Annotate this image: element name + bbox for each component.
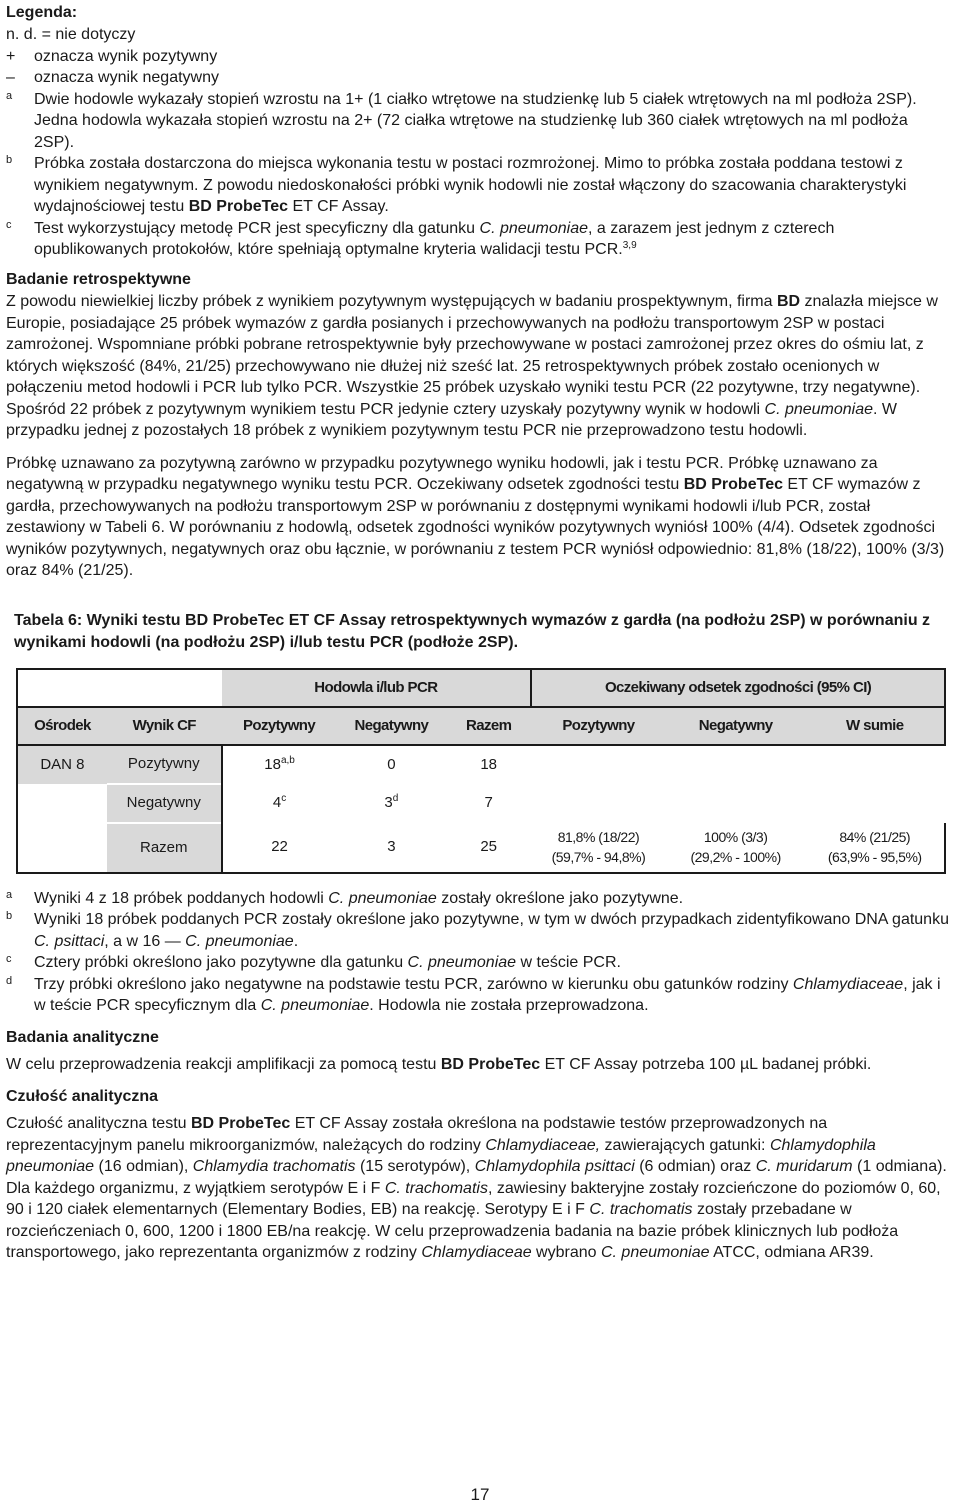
- cell: 18: [480, 755, 498, 773]
- species-name: C. pneumoniae: [479, 219, 589, 237]
- blank-site-cell: [17, 823, 107, 873]
- footnote-b: [6, 909, 950, 952]
- legend-note-c-text: Test wykorzystujący metodę PCR jest specyficzny dla gatunku: [34, 219, 480, 237]
- sens-text: ATCC, odmiana AR39.: [709, 1244, 874, 1261]
- legend-title: Legenda:: [6, 4, 78, 21]
- analytic-heading: Badania analityczne: [6, 1028, 159, 1046]
- footnote-c: [6, 952, 950, 974]
- col-pozytywny-ci: Pozytywny: [531, 707, 666, 745]
- table-row: [17, 823, 945, 873]
- ci-positive-cell: [531, 823, 666, 873]
- blank-cell: [531, 745, 945, 823]
- analytic-paragraph: [6, 1054, 950, 1076]
- ci-range: (29,2% - 100%): [690, 849, 781, 865]
- cell: [222, 745, 337, 784]
- species-name: C. pneumoniae: [260, 997, 370, 1014]
- legend-note-a-text: Dwie hodowle wykazały stopień wzrostu na 1+ (1 ciałko wtrętowe na studzienkę lub 5 ciałek wtrętowych na ml podłoża 2SP). Jedna hodowla wykazała stopień wzrostu na 2+ (72 ciałka wtrętowe na studzienkę lub 360 ciałek wtrętowych na ml podłoża 2SP).: [34, 90, 917, 151]
- legend-note-b: [6, 153, 950, 218]
- footnote-d-text-end: . Hodowla nie została przeprowadzona.: [369, 997, 649, 1014]
- row-label: Pozytywny: [107, 745, 222, 784]
- ci-negative-cell: [666, 823, 806, 873]
- species-name: Chlamydia trachomatis: [192, 1158, 356, 1175]
- sens-text: Czułość analityczna testu: [6, 1115, 191, 1132]
- cell-value: 4: [272, 794, 282, 811]
- group-header-culture-pcr: Hodowla i/lub PCR: [222, 669, 531, 707]
- legend-minus: [6, 67, 950, 89]
- cell-value: 18: [264, 755, 281, 773]
- sens-text: zostały przebadane w rozcieńczeniach 0, 600, 1200 i 1800 EB/na reakcję. W celu przeprowadzenia badania na bazie próbek klinicznych lub podłoża transportowego, jako reprezentanta organizmów z rodziny: [6, 1201, 899, 1261]
- cell: [336, 784, 446, 823]
- col-osrodek: Ośrodek: [17, 707, 107, 745]
- ci-range: (59,7% - 94,8%): [551, 849, 646, 865]
- footnote-b-text-end: .: [293, 932, 299, 950]
- retro-p1-text-2: znalazła miejsce w Europie, posiadające 25 próbek wymazów z gardła posianych i przechowywanych na podłożu transportowym 2SP w postaci zamrożonej. Wspomniane próbki pobrane retrospektywnie były przechowywane w postaci zamrożonej przez okres do ośmiu lat, z których większość (84%, 21/25) przechowywano nie dłużej niż sześć lat. 25 retrospektywnych próbek zostało ocenionych w połączeniu metod hodowli i PCR lub tylko PCR. Wszystkie 25 próbek uzyskało wyniki testu PCR (22 pozytywne, trzy negatywne). Spośród 22 próbek z pozytywnym wynikiem testu PCR jedynie cztery uzyskały pozytywny wynik w hodowli: [6, 293, 938, 418]
- footnote-marker: a,b: [280, 754, 295, 766]
- footnote-a-text: Wyniki 4 z 18 próbek poddanych hodowli: [34, 889, 329, 907]
- document-page: [6, 2, 950, 1264]
- minus-symbol: –: [6, 69, 15, 86]
- col-wynik-cf: Wynik CF: [107, 707, 222, 745]
- species-name: C. trachomatis: [589, 1201, 693, 1218]
- retro-paragraph-1: [6, 291, 950, 442]
- legend-note-c-text-end: , a zarazem jest jednym z czterech opublikowanych protokołów, które spełniają optymalne kryteria walidacji testu PCR.: [34, 219, 835, 258]
- brand-name: BD ProbeTec: [683, 476, 783, 493]
- page-number: 17: [470, 1485, 490, 1504]
- sensitivity-paragraph: [6, 1113, 950, 1264]
- col-negatywny: Negatywny: [336, 707, 446, 745]
- sens-text: , zawiesiny bakteryjne zostały rozcieńczone do poziomów 0, 60, 90 i 120 ciałek elementarnych (Elementary Bodies, EB) na reakcję. Serotypy E i F: [6, 1179, 941, 1218]
- legend-note-c: [6, 218, 950, 261]
- cell: 25: [446, 823, 531, 873]
- cell: 3: [336, 823, 446, 873]
- footnote-b-text: Wyniki 18 próbek poddanych PCR zostały określone jako pozytywne, w tym w dwóch przypadkach zidentyfikowano DNA gatunku: [34, 911, 949, 928]
- footnote-a-text-end: zostały określone jako pozytywne.: [436, 889, 684, 907]
- cell: 7: [484, 794, 493, 811]
- cell: 0: [387, 755, 396, 773]
- family-name: Chlamydiaceae: [421, 1244, 532, 1261]
- sens-text: zawierających gatunki:: [600, 1136, 770, 1154]
- species-name: Chlamydophila pneumoniae: [6, 1136, 876, 1175]
- table-row: [17, 745, 945, 784]
- table6-column-header: [17, 707, 945, 745]
- sens-text: (16 odmian),: [94, 1158, 193, 1175]
- family-name: Chlamydiaceae: [792, 975, 904, 993]
- table6-footnotes: [6, 888, 950, 1017]
- retro-p1-text-3: . W przypadku jednej z pozostałych 18 próbek z wynikiem pozytywnym testu PCR nie przeprowadzono testu hodowli.: [6, 400, 898, 439]
- species-name: C. pneumoniae: [407, 954, 517, 971]
- brand-name: BD: [776, 293, 801, 310]
- species-name: C. trachomatis: [384, 1179, 488, 1197]
- footnote-c-text-end: w teście PCR.: [516, 954, 621, 971]
- footnote-marker: d: [392, 793, 399, 804]
- footnote-marker: c: [281, 793, 287, 804]
- sens-text: wybrano: [531, 1244, 601, 1261]
- species-name: C. pneumoniae: [600, 1244, 710, 1261]
- family-name: Chlamydiaceae,: [485, 1136, 601, 1154]
- site-cell: DAN 8: [17, 745, 107, 784]
- legend-plus: [6, 46, 950, 68]
- legend-minus-text: oznacza wynik negatywny: [34, 69, 219, 86]
- footnote-d-text: Trzy próbki określono jako negatywne na podstawie testu PCR, zarówno w kierunku obu gatunków rodziny: [34, 975, 793, 993]
- legend-note-b-text: Próbka została dostarczona do miejsca wykonania testu w postaci rozmrożonej. Mimo to próbka została poddana testowi z wynikiem negatywnym. Z powodu niedoskonałości próbki wynik hodowli nie został włączony do szacowania charakterystyki wydajnościowej testu: [34, 155, 907, 215]
- group-header-agreement: Oczekiwany odsetek zgodności (95% CI): [531, 669, 945, 707]
- brand-name: BD ProbeTec: [188, 198, 289, 215]
- sens-text: (1 odmiana). Dla każdego organizmu, z wyjątkiem serotypów E i F: [6, 1158, 947, 1197]
- retro-p1-text: Z powodu niewielkiej liczby próbek z wynikiem pozytywnym występujących w badaniu prospektywnym, firma: [6, 293, 777, 310]
- col-razem: Razem: [446, 707, 531, 745]
- reference-superscript: 3,9: [622, 240, 637, 251]
- legend-note-a: [6, 89, 950, 154]
- species-name: C. pneumoniae: [185, 932, 294, 950]
- plus-symbol: +: [6, 47, 16, 65]
- cell: [222, 784, 337, 823]
- retro-p2-text-2: ET CF wymazów z gardła, przechowywanych na podłożu transportowym 2SP w porównaniu z dostępnymi wynikami hodowli i/lub PCR, został zestawiony w Tabeli 6. W porównaniu z hodowlą, odsetek zgodności wyników pozytywnych wyniósł 100% (4/4). Odsetek zgodności wyników pozytywnych, negatywnych oraz obu łącznie, w porównaniu z testem PCR wyniósł odpowiednio: 81,8% (18/22), 100% (3/3) oraz 84% (21/25).: [6, 476, 945, 579]
- cell-value: 3: [384, 794, 393, 811]
- sens-text: (15 serotypów),: [355, 1158, 475, 1175]
- retro-p2-text: Próbkę uznawano za pozytywną zarówno w przypadku pozytywnego wyniku hodowli, jak i testu PCR. Próbkę uznawano za negatywną w przypadku negatywnego wyniku testu PCR. Oczekiwany odsetek zgodności testu: [6, 454, 878, 493]
- table6-caption: Tabela 6: Wyniki testu BD ProbeTec ET CF Assay retrospektywnych wymazów z gardła (na podłożu 2SP) w porównaniu z wynikami hodowli (na podłożu 2SP) i/lub testu PCR (podłoże 2SP).: [14, 611, 931, 651]
- species-name: C. psittaci: [34, 932, 105, 950]
- ci-range: (63,9% - 95,5%): [827, 849, 922, 865]
- table6: [16, 668, 946, 874]
- footnote-d-marker: d: [6, 974, 13, 987]
- retro-paragraph-2: [6, 453, 950, 582]
- spacer: [6, 442, 950, 453]
- blank-site-cell: [17, 784, 107, 823]
- ci-value: 81,8% (18/22): [557, 829, 640, 845]
- row-label: Negatywny: [107, 784, 222, 823]
- note-b-marker: b: [6, 154, 13, 166]
- analytic-text-end: ET CF Assay potrzeba 100 µL badanej próbki.: [540, 1056, 872, 1073]
- ci-total-cell: [805, 823, 945, 873]
- legend-note-b-text-end: ET CF Assay.: [288, 198, 389, 215]
- footnote-d: [6, 974, 950, 1017]
- footnote-d-text-2: , jak i w teście PCR specyficznym dla: [34, 975, 941, 1014]
- sensitivity-heading: Czułość analityczna: [6, 1087, 159, 1105]
- note-a-marker: a: [6, 89, 13, 102]
- analytic-text: W celu przeprowadzenia reakcji amplifikacji za pomocą testu: [6, 1056, 441, 1073]
- ci-value: 84% (21/25): [839, 829, 911, 845]
- header-blank: [17, 669, 222, 707]
- ci-value: 100% (3/3): [703, 829, 768, 845]
- note-c-marker: c: [6, 218, 12, 231]
- legend: [6, 2, 950, 261]
- footnote-b-text-2: , a w 16 —: [104, 932, 186, 950]
- col-negatywny-ci: Negatywny: [666, 707, 806, 745]
- row-label: Razem: [107, 823, 222, 873]
- footnote-a-marker: a: [6, 888, 13, 901]
- species-name: C. muridarum: [755, 1158, 853, 1175]
- legend-nd: n. d. = nie dotyczy: [6, 26, 136, 43]
- col-pozytywny: Pozytywny: [222, 707, 337, 745]
- species-name: Chlamydophila psittaci: [474, 1158, 635, 1175]
- footnote-c-marker: c: [6, 953, 12, 965]
- cell: 22: [222, 823, 337, 873]
- species-name: C. pneumoniae: [328, 889, 437, 907]
- legend-plus-text: oznacza wynik pozytywny: [34, 47, 218, 65]
- species-name: C. pneumoniae: [764, 400, 874, 418]
- retro-heading: Badanie retrospektywne: [6, 270, 191, 288]
- footnote-c-text: Cztery próbki określono jako pozytywne dla gatunku: [34, 954, 408, 971]
- col-w-sumie: W sumie: [805, 707, 945, 745]
- footnote-b-marker: b: [6, 910, 13, 922]
- footnote-a: [6, 888, 950, 910]
- sens-text: ET CF Assay została określona na podstawie testów przeprowadzonych na reprezentacyjnym panelu mikroorganizmów, należących do rodziny: [6, 1115, 828, 1154]
- sens-text: (6 odmian) oraz: [634, 1158, 756, 1175]
- brand-name: BD ProbeTec: [440, 1056, 541, 1073]
- brand-name: BD ProbeTec: [190, 1115, 291, 1132]
- table6-group-header: [17, 669, 945, 707]
